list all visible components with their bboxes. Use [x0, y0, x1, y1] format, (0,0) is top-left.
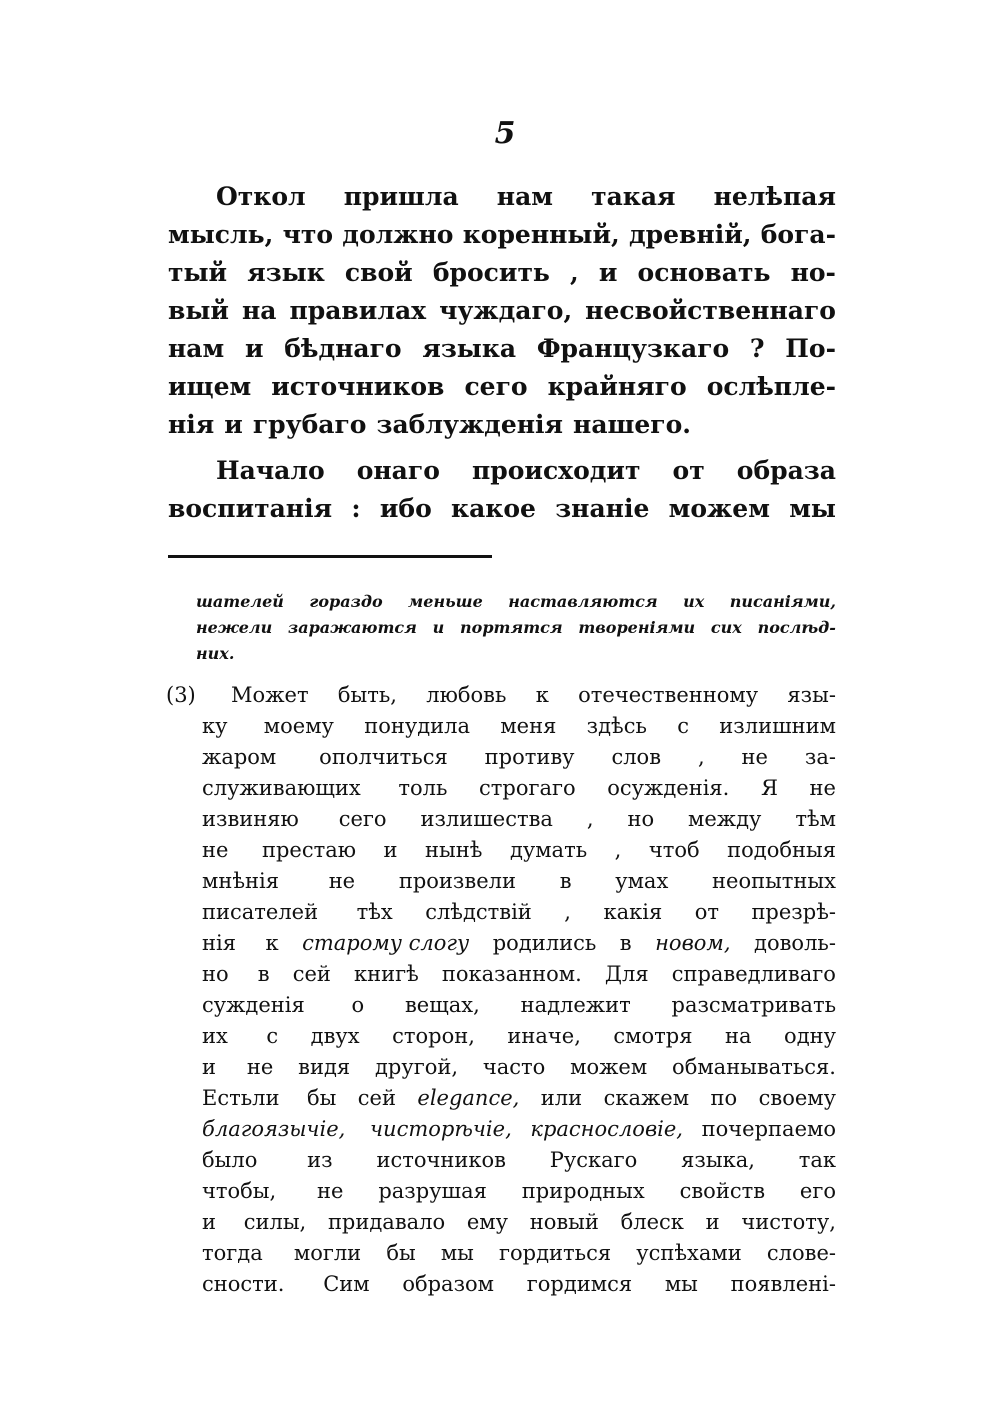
word: блеск — [620, 1210, 684, 1234]
word: с — [677, 714, 689, 738]
word: природных — [521, 1179, 645, 1203]
word: портятся — [460, 618, 563, 637]
word: слов — [611, 745, 662, 769]
word: не — [202, 838, 229, 862]
word: мнѣнія — [202, 869, 279, 893]
word: краснословіе, — [530, 1117, 683, 1141]
word: чтоб — [648, 838, 700, 862]
word: язык — [247, 258, 325, 287]
word: , — [614, 838, 622, 862]
text-line — [168, 490, 836, 528]
word: излишним — [719, 714, 836, 738]
word: понудила — [364, 714, 470, 738]
word: источников — [376, 1148, 506, 1172]
word: меньше — [408, 592, 483, 611]
word: но- — [790, 258, 836, 287]
word: неопытных — [712, 869, 836, 893]
word: обманываться. — [672, 1055, 836, 1079]
word: свойств — [679, 1179, 766, 1203]
word: быть, — [337, 683, 397, 707]
word: тый — [168, 258, 228, 287]
word: знаніе — [555, 494, 650, 523]
word: ? — [749, 334, 765, 363]
text-line — [166, 1114, 836, 1145]
word: несвойственнаго — [585, 296, 836, 325]
word: язы- — [787, 683, 836, 707]
word: родились — [492, 931, 597, 955]
word: писаніями, — [729, 592, 836, 611]
word: толь — [398, 776, 448, 800]
word: двух — [310, 1024, 360, 1048]
word: надлежит — [520, 993, 631, 1017]
word: и — [598, 258, 618, 287]
word: успѣхами — [636, 1241, 742, 1265]
word: Рускаго — [549, 1148, 638, 1172]
word: ищем — [168, 372, 252, 401]
word: нам — [168, 334, 225, 363]
word: них. — [196, 644, 235, 663]
word: нія — [168, 410, 215, 439]
word: любовь — [426, 683, 507, 707]
word: в — [559, 869, 572, 893]
text-line — [166, 1021, 836, 1052]
text-line — [196, 615, 836, 641]
word: Для — [604, 962, 649, 986]
text-line — [168, 452, 836, 490]
text-line — [166, 1145, 836, 1176]
word: происходит — [471, 456, 641, 485]
word: Я — [760, 776, 778, 800]
word: онаго — [356, 456, 440, 485]
word: к — [265, 931, 279, 955]
word: с — [266, 1024, 279, 1048]
word: крайняго — [547, 372, 687, 401]
word: почерпаемо — [701, 1117, 836, 1141]
main-text-block — [168, 178, 836, 528]
word: : — [351, 494, 361, 523]
word: чуждаго, — [439, 296, 573, 325]
word: произвели — [398, 869, 516, 893]
word: иначе, — [507, 1024, 581, 1048]
word: или — [540, 1086, 583, 1110]
word: на — [241, 296, 277, 325]
text-line — [166, 1052, 836, 1083]
word: , — [564, 900, 571, 924]
word: смотря — [613, 1024, 693, 1048]
word: Французкаго — [536, 334, 730, 363]
footnote-separator — [168, 555, 492, 558]
word: придавало — [327, 1210, 446, 1234]
word: коренный, — [462, 220, 620, 249]
word: сей — [292, 962, 331, 986]
word: и — [383, 838, 398, 862]
word: не — [328, 869, 356, 893]
word: подобныя — [727, 838, 836, 862]
word: , — [586, 807, 594, 831]
word: и — [432, 618, 445, 637]
text-line — [168, 178, 836, 216]
word: правилах — [289, 296, 427, 325]
word: мы — [664, 1272, 698, 1296]
word: древній, — [629, 220, 752, 249]
word: из — [307, 1148, 333, 1172]
word: в — [257, 962, 270, 986]
text-line — [168, 406, 836, 444]
word: книгѣ — [353, 962, 419, 986]
text-line — [166, 959, 836, 990]
word: осужденія. — [607, 776, 730, 800]
word: здѣсь — [586, 714, 647, 738]
text-line — [168, 292, 836, 330]
word: чистоту, — [741, 1210, 836, 1234]
word: своему — [758, 1086, 836, 1110]
word: нія — [202, 931, 236, 955]
word: , — [570, 258, 579, 287]
word: elegance, — [417, 1086, 520, 1110]
word: бросить — [432, 258, 550, 287]
word: Откол — [216, 182, 306, 211]
word: сторон, — [392, 1024, 475, 1048]
text-line — [166, 835, 836, 866]
word: могли — [293, 1241, 362, 1265]
word: ослѣпле- — [706, 372, 836, 401]
word: заражаются — [288, 618, 417, 637]
word: по — [710, 1086, 738, 1110]
word: образа — [736, 456, 836, 485]
word: не — [741, 745, 768, 769]
word: новом, — [655, 931, 731, 955]
text-line — [166, 1269, 836, 1300]
word: Начало — [216, 456, 325, 485]
word: Может — [231, 683, 309, 707]
word: противу — [484, 745, 575, 769]
word: не — [246, 1055, 274, 1079]
word: нежели — [196, 618, 273, 637]
word: нелѣпая — [713, 182, 836, 211]
word: нынѣ — [425, 838, 483, 862]
word: престаю — [261, 838, 357, 862]
word: чистоpѣчіе, — [369, 1117, 512, 1141]
word: нашего. — [573, 410, 691, 439]
word: между — [688, 807, 762, 831]
word: пришла — [343, 182, 459, 211]
footnote-continuation — [196, 589, 836, 667]
word: моему — [263, 714, 334, 738]
text-line — [166, 680, 836, 711]
word: ку — [202, 714, 228, 738]
word: можем — [668, 494, 770, 523]
text-line — [166, 1176, 836, 1207]
word: заблужденія — [376, 410, 564, 439]
word: тогда — [202, 1241, 263, 1265]
word: тѣх — [356, 900, 393, 924]
word: мы — [440, 1241, 474, 1265]
word: справедливаго — [671, 962, 836, 986]
word: и — [202, 1055, 216, 1079]
word: слѣдствій — [425, 900, 532, 924]
word: но — [627, 807, 655, 831]
word: доволь- — [754, 931, 836, 955]
text-line — [166, 866, 836, 897]
word: служивающих — [202, 776, 361, 800]
footnote-3 — [166, 680, 836, 1300]
word: не — [809, 776, 836, 800]
footnote-marker: (3) — [166, 683, 196, 707]
word: свой — [344, 258, 413, 287]
word: , — [697, 745, 705, 769]
word: послѣд- — [757, 618, 836, 637]
word: ему — [466, 1210, 508, 1234]
word: По- — [785, 334, 836, 363]
word: основать — [637, 258, 771, 287]
word: какія — [603, 900, 663, 924]
word: слове- — [766, 1241, 836, 1265]
word: одну — [784, 1024, 836, 1048]
text-line — [168, 368, 836, 406]
word: появлені- — [730, 1272, 836, 1296]
word: сих — [710, 618, 742, 637]
word: и — [244, 334, 264, 363]
word: умах — [615, 869, 669, 893]
page-number: 5 — [494, 116, 516, 151]
word: бога- — [760, 220, 836, 249]
word: грубаго — [252, 410, 367, 439]
word: ибо — [379, 494, 432, 523]
word: отечественному — [578, 683, 759, 707]
text-line — [168, 330, 836, 368]
word: старому слогу — [302, 931, 470, 955]
word: Естьли — [202, 1086, 280, 1110]
word: от — [672, 456, 705, 485]
word: его — [799, 1179, 836, 1203]
word: гораздо — [309, 592, 383, 611]
word: нам — [496, 182, 554, 211]
text-line — [166, 990, 836, 1021]
word: Сим — [323, 1272, 370, 1296]
word: должно — [342, 220, 454, 249]
word: показанном. — [441, 962, 582, 986]
word: разсматривать — [671, 993, 836, 1017]
text-line — [166, 897, 836, 928]
word: сности. — [202, 1272, 285, 1296]
word: языка — [422, 334, 517, 363]
word: силы, — [243, 1210, 307, 1234]
text-line — [166, 1207, 836, 1238]
word: бы — [306, 1086, 337, 1110]
word: гордимся — [526, 1272, 633, 1296]
text-line — [166, 773, 836, 804]
word: думать — [509, 838, 588, 862]
word: шателей — [196, 592, 284, 611]
word: можем — [570, 1055, 648, 1079]
word: бѣднаго — [284, 334, 402, 363]
word: жаром — [202, 745, 277, 769]
text-line — [196, 641, 836, 667]
text-line — [166, 742, 836, 773]
word: излишества — [420, 807, 553, 831]
word: часто — [482, 1055, 546, 1079]
word: языка, — [681, 1148, 755, 1172]
word: видя — [298, 1055, 351, 1079]
word: извиняю — [202, 807, 299, 831]
word: ополчиться — [319, 745, 448, 769]
word: от — [694, 900, 719, 924]
word: их — [202, 1024, 228, 1048]
text-line — [166, 711, 836, 742]
word: бы — [386, 1241, 416, 1265]
word: источников — [271, 372, 445, 401]
text-line — [166, 1083, 836, 1114]
word: наставляются — [508, 592, 658, 611]
word: и — [705, 1210, 720, 1234]
word: воспитанія — [168, 494, 333, 523]
word: что — [282, 220, 334, 249]
word: к — [535, 683, 549, 707]
word: разрушая — [378, 1179, 487, 1203]
text-line — [196, 589, 836, 615]
word: было — [202, 1148, 258, 1172]
word: их — [683, 592, 705, 611]
text-line — [166, 928, 836, 959]
word: вещах, — [404, 993, 480, 1017]
word: вый — [168, 296, 229, 325]
word: новый — [529, 1210, 599, 1234]
word: о — [351, 993, 365, 1017]
word: такая — [591, 182, 676, 211]
word: благоязычіе, — [202, 1117, 346, 1141]
word: мысль, — [168, 220, 274, 249]
word: в — [619, 931, 632, 955]
word: скажем — [603, 1086, 690, 1110]
word: твореніями — [578, 618, 696, 637]
text-line — [168, 216, 836, 254]
word: и — [224, 410, 243, 439]
word: другой, — [374, 1055, 459, 1079]
word: сужденія — [202, 993, 305, 1017]
word: презрѣ- — [751, 900, 836, 924]
word: и — [202, 1210, 216, 1234]
word: за- — [804, 745, 836, 769]
word: не — [317, 1179, 344, 1203]
word: сего — [464, 372, 528, 401]
word: тѣм — [795, 807, 836, 831]
word: на — [725, 1024, 752, 1048]
word: меня — [500, 714, 557, 738]
word: писателей — [202, 900, 319, 924]
word: образом — [402, 1272, 495, 1296]
word: но — [202, 962, 229, 986]
text-line — [166, 1238, 836, 1269]
word: гордиться — [499, 1241, 612, 1265]
text-line — [166, 804, 836, 835]
word: так — [798, 1148, 836, 1172]
text-line — [168, 254, 836, 292]
word: мы — [789, 494, 836, 523]
word: какое — [451, 494, 536, 523]
word: строгаго — [479, 776, 576, 800]
word: чтобы, — [202, 1179, 277, 1203]
word: сего — [338, 807, 387, 831]
word: сей — [357, 1086, 396, 1110]
